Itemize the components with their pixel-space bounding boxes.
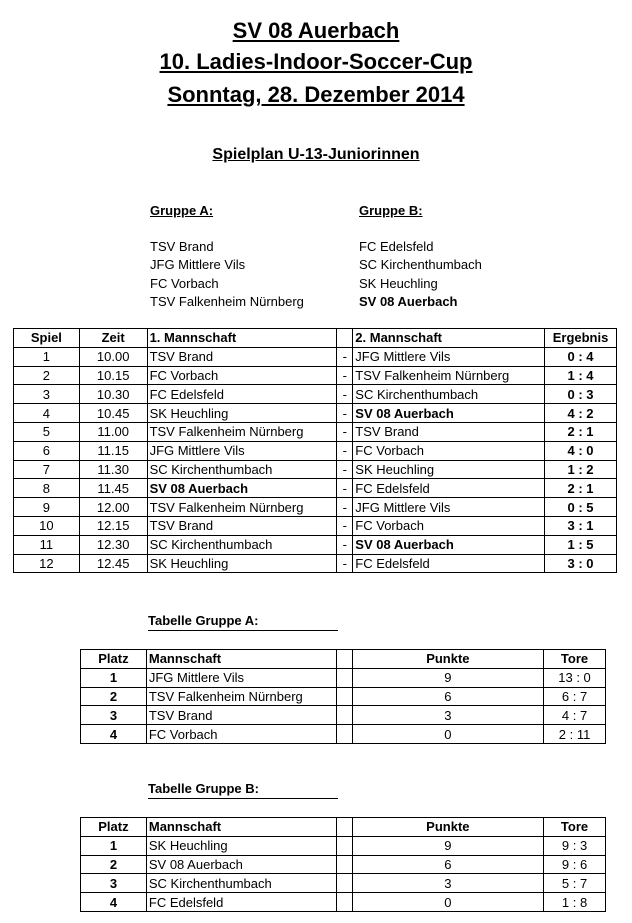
group-b-team: FC Edelsfeld xyxy=(359,239,434,254)
game-time: 11.30 xyxy=(79,460,147,479)
game-result: 3 : 1 xyxy=(545,516,617,535)
vs-separator: - xyxy=(337,441,353,460)
table-row xyxy=(14,366,617,385)
game-time: 12.00 xyxy=(79,498,147,517)
group-b-heading: Gruppe B: xyxy=(359,203,423,218)
header-game: Spiel xyxy=(14,329,80,348)
vs-separator: - xyxy=(337,347,353,366)
team1-name: FC Vorbach xyxy=(147,366,337,385)
header-points: Punkte xyxy=(352,650,543,669)
goals: 1 : 8 xyxy=(544,893,606,912)
points: 6 xyxy=(352,687,543,706)
game-time: 12.45 xyxy=(79,554,147,573)
vs-separator: - xyxy=(337,404,353,423)
game-number: 8 xyxy=(14,479,80,498)
schedule-subtitle: Spielplan U-13-Juniorinnen xyxy=(212,146,420,163)
team-name: SK Heuchling xyxy=(146,836,336,855)
team2-name: JFG Mittlere Vils xyxy=(353,498,545,517)
game-number: 6 xyxy=(14,441,80,460)
game-number: 12 xyxy=(14,554,80,573)
blank-cell xyxy=(336,855,352,874)
vs-separator: - xyxy=(337,554,353,573)
table-row xyxy=(14,516,617,535)
team1-name: SV 08 Auerbach xyxy=(147,479,337,498)
table-row xyxy=(14,535,617,554)
group-a-heading: Gruppe A: xyxy=(150,203,214,218)
goals: 9 : 6 xyxy=(544,855,606,874)
table-row xyxy=(81,836,606,855)
standings-a-header-row xyxy=(81,650,606,669)
team1-name: TSV Falkenheim Nürnberg xyxy=(147,422,337,441)
blank-cell xyxy=(336,687,352,706)
team1-name: FC Edelsfeld xyxy=(147,385,337,404)
team-name: SV 08 Auerbach xyxy=(146,855,336,874)
header-separator xyxy=(337,329,353,348)
table-row xyxy=(81,668,606,687)
team1-name: TSV Falkenheim Nürnberg xyxy=(147,498,337,517)
team2-name: TSV Brand xyxy=(353,422,545,441)
header-blank xyxy=(336,818,352,837)
vs-separator: - xyxy=(337,385,353,404)
team1-name: SC Kirchenthumbach xyxy=(147,535,337,554)
game-result: 4 : 2 xyxy=(545,404,617,423)
team1-name: JFG Mittlere Vils xyxy=(147,441,337,460)
table-row xyxy=(14,554,617,573)
team1-name: SK Heuchling xyxy=(147,404,337,423)
goals: 5 : 7 xyxy=(544,874,606,893)
header-goals: Tore xyxy=(544,650,606,669)
game-result: 1 : 4 xyxy=(545,366,617,385)
game-result: 4 : 0 xyxy=(545,441,617,460)
points: 3 xyxy=(352,874,543,893)
team1-name: TSV Brand xyxy=(147,516,337,535)
team-name: TSV Falkenheim Nürnberg xyxy=(146,687,336,706)
game-time: 10.00 xyxy=(79,347,147,366)
header-goals: Tore xyxy=(544,818,606,837)
game-number: 5 xyxy=(14,422,80,441)
group-a-list xyxy=(150,238,304,311)
table-row xyxy=(14,441,617,460)
table-row xyxy=(81,706,606,725)
game-number: 10 xyxy=(14,516,80,535)
blank-cell xyxy=(336,706,352,725)
table-row xyxy=(14,479,617,498)
standings-a-table xyxy=(80,649,606,744)
vs-separator: - xyxy=(337,516,353,535)
vs-separator: - xyxy=(337,498,353,517)
team2-name: SK Heuchling xyxy=(353,460,545,479)
group-a-team: TSV Brand xyxy=(150,239,214,254)
blank-cell xyxy=(336,893,352,912)
header-blank xyxy=(336,650,352,669)
header-team2: 2. Mannschaft xyxy=(353,329,545,348)
table-row xyxy=(14,422,617,441)
points: 0 xyxy=(352,893,543,912)
group-b-team: SK Heuchling xyxy=(359,275,438,291)
schedule-table xyxy=(13,328,617,573)
place: 2 xyxy=(81,855,147,874)
game-number: 1 xyxy=(14,347,80,366)
team2-name: TSV Falkenheim Nürnberg xyxy=(353,366,545,385)
vs-separator: - xyxy=(337,422,353,441)
points: 0 xyxy=(352,725,543,744)
team1-name: SC Kirchenthumbach xyxy=(147,460,337,479)
team2-name: JFG Mittlere Vils xyxy=(353,347,545,366)
date-title: Sonntag, 28. Dezember 2014 xyxy=(167,82,465,107)
game-result: 0 : 4 xyxy=(545,347,617,366)
table-row xyxy=(81,687,606,706)
game-result: 1 : 2 xyxy=(545,460,617,479)
game-number: 4 xyxy=(14,404,80,423)
vs-separator: - xyxy=(337,366,353,385)
game-time: 11.15 xyxy=(79,441,147,460)
goals: 4 : 7 xyxy=(544,706,606,725)
standings-b-heading: Tabelle Gruppe B: xyxy=(148,781,338,799)
vs-separator: - xyxy=(337,460,353,479)
place: 3 xyxy=(81,874,147,893)
header-result: Ergebnis xyxy=(545,329,617,348)
header-place: Platz xyxy=(81,818,147,837)
goals: 6 : 7 xyxy=(544,687,606,706)
header-points: Punkte xyxy=(352,818,543,837)
blank-cell xyxy=(336,725,352,744)
goals: 2 : 11 xyxy=(544,725,606,744)
team-name: FC Edelsfeld xyxy=(146,893,336,912)
game-number: 2 xyxy=(14,366,80,385)
place: 1 xyxy=(81,668,147,687)
place: 4 xyxy=(81,725,147,744)
club-title: SV 08 Auerbach xyxy=(232,18,400,43)
table-row xyxy=(81,855,606,874)
standings-a-heading: Tabelle Gruppe A: xyxy=(148,613,338,631)
goals: 13 : 0 xyxy=(544,668,606,687)
standings-b-header-row xyxy=(81,818,606,837)
points: 9 xyxy=(352,836,543,855)
blank-cell xyxy=(336,836,352,855)
header-place: Platz xyxy=(81,650,147,669)
points: 3 xyxy=(352,706,543,725)
game-number: 3 xyxy=(14,385,80,404)
game-time: 10.15 xyxy=(79,366,147,385)
goals: 9 : 3 xyxy=(544,836,606,855)
table-row xyxy=(81,725,606,744)
game-result: 3 : 0 xyxy=(545,554,617,573)
team2-name: FC Edelsfeld xyxy=(353,479,545,498)
game-number: 7 xyxy=(14,460,80,479)
blank-cell xyxy=(336,874,352,893)
team2-name: SC Kirchenthumbach xyxy=(353,385,545,404)
points: 9 xyxy=(352,668,543,687)
schedule-header-row xyxy=(14,329,617,348)
header-time: Zeit xyxy=(79,329,147,348)
game-time: 11.45 xyxy=(79,479,147,498)
game-result: 2 : 1 xyxy=(545,479,617,498)
team1-name: SK Heuchling xyxy=(147,554,337,573)
team2-name: SV 08 Auerbach xyxy=(353,535,545,554)
standings-b-table xyxy=(80,817,606,912)
team-name: SC Kirchenthumbach xyxy=(146,874,336,893)
game-time: 10.30 xyxy=(79,385,147,404)
game-time: 10.45 xyxy=(79,404,147,423)
game-number: 9 xyxy=(14,498,80,517)
game-result: 1 : 5 xyxy=(545,535,617,554)
game-result: 2 : 1 xyxy=(545,422,617,441)
team2-name: FC Vorbach xyxy=(353,516,545,535)
table-row xyxy=(14,385,617,404)
vs-separator: - xyxy=(337,535,353,554)
team2-name: SV 08 Auerbach xyxy=(353,404,545,423)
team-name: TSV Brand xyxy=(146,706,336,725)
game-number: 11 xyxy=(14,535,80,554)
table-row xyxy=(14,460,617,479)
group-b-team: SC Kirchenthumbach xyxy=(359,257,482,273)
group-a-team: FC Vorbach xyxy=(150,275,219,291)
group-a-team: TSV Falkenheim Nürnberg xyxy=(150,293,304,309)
header-team: Mannschaft xyxy=(146,818,336,837)
blank-cell xyxy=(336,668,352,687)
place: 4 xyxy=(81,893,147,912)
table-row xyxy=(14,347,617,366)
table-row xyxy=(81,874,606,893)
team2-name: FC Edelsfeld xyxy=(353,554,545,573)
team1-name: TSV Brand xyxy=(147,347,337,366)
game-time: 11.00 xyxy=(79,422,147,441)
place: 3 xyxy=(81,706,147,725)
tournament-title: 10. Ladies-Indoor-Soccer-Cup xyxy=(159,49,473,74)
game-time: 12.15 xyxy=(79,516,147,535)
group-b-team: SV 08 Auerbach xyxy=(359,293,458,309)
table-row xyxy=(14,498,617,517)
table-row xyxy=(14,404,617,423)
game-result: 0 : 5 xyxy=(545,498,617,517)
group-a-team: JFG Mittlere Vils xyxy=(150,257,246,273)
place: 1 xyxy=(81,836,147,855)
header-team1: 1. Mannschaft xyxy=(147,329,337,348)
team2-name: FC Vorbach xyxy=(353,441,545,460)
table-row xyxy=(81,893,606,912)
team-name: JFG Mittlere Vils xyxy=(146,668,336,687)
team-name: FC Vorbach xyxy=(146,725,336,744)
vs-separator: - xyxy=(337,479,353,498)
game-result: 0 : 3 xyxy=(545,385,617,404)
header-team: Mannschaft xyxy=(146,650,336,669)
place: 2 xyxy=(81,687,147,706)
group-b-list xyxy=(359,238,482,311)
game-time: 12.30 xyxy=(79,535,147,554)
points: 6 xyxy=(352,855,543,874)
